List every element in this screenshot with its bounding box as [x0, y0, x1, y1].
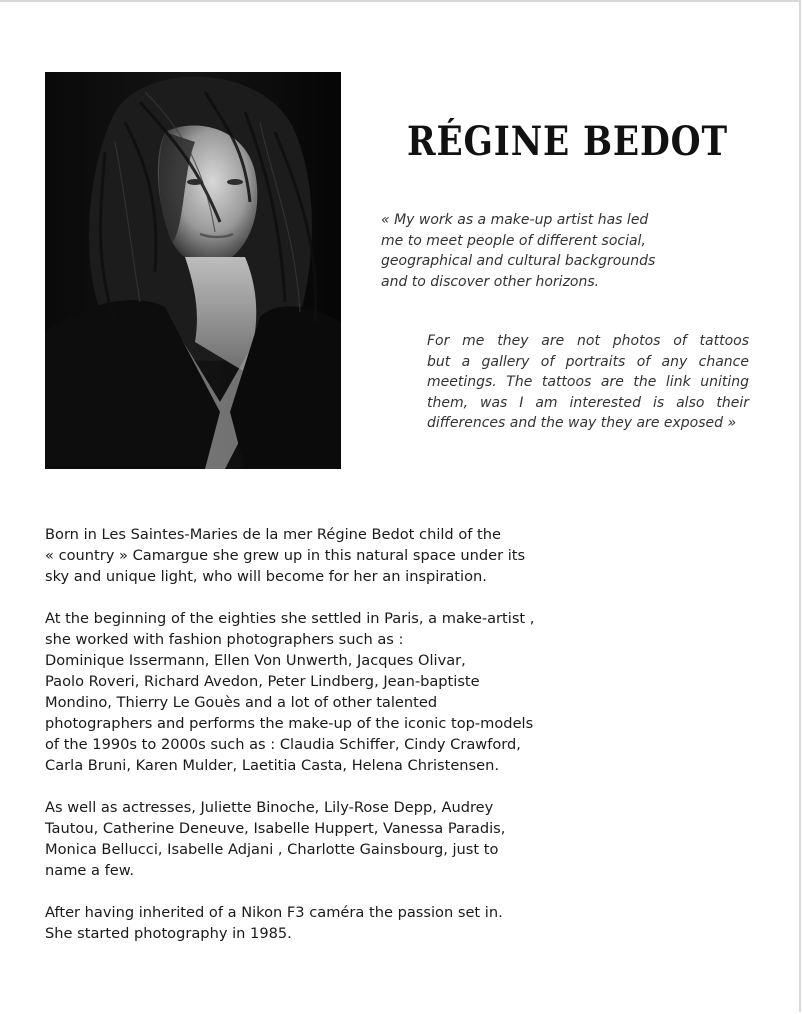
- bio-line: Born in Les Saintes-Maries de la mer Régine Bedot child of the: [45, 526, 501, 543]
- quote-line: « My work as a make-up artist has led: [381, 212, 649, 228]
- bio-line: She started photography in 1985.: [45, 925, 292, 942]
- quote-second: [427, 331, 749, 434]
- bio-line: Monica Bellucci, Isabelle Adjani , Charlotte Gainsbourg, just to: [45, 841, 499, 858]
- bio-line: After having inherited of a Nikon F3 caméra the passion set in.: [45, 904, 503, 921]
- bio-paragraph-4: [45, 902, 585, 944]
- quote-line: meetings. The tattoos are the link uniting: [427, 374, 749, 390]
- bio-line: Mondino, Thierry Le Gouès and a lot of other talented: [45, 694, 438, 711]
- bio-line: At the beginning of the eighties she settled in Paris, a make-artist ,: [45, 610, 535, 627]
- bio-line: « country » Camargue she grew up in this natural space under its: [45, 547, 526, 564]
- quote-line: differences and the way they are exposed »: [427, 415, 737, 431]
- page-title: RÉGINE BEDOT: [407, 118, 728, 165]
- bio-paragraph-2: [45, 608, 585, 776]
- bio-line: of the 1990s to 2000s such as : Claudia Schiffer, Cindy Crawford,: [45, 736, 521, 753]
- bio-line: she worked with fashion photographers such as :: [45, 631, 404, 648]
- portrait-photo: [45, 72, 341, 469]
- quote-line: geographical and cultural backgrounds: [381, 253, 656, 269]
- bio-line: name a few.: [45, 862, 134, 879]
- quote-first: [381, 210, 701, 292]
- quote-line: me to meet people of different social,: [381, 232, 646, 249]
- bio-paragraph-1: [45, 524, 585, 587]
- bio-line: Tautou, Catherine Deneuve, Isabelle Huppert, Vanessa Paradis,: [45, 820, 506, 837]
- bio-line: Paolo Roveri, Richard Avedon, Peter Lindberg, Jean-baptiste: [45, 673, 480, 690]
- bio-line: Dominique Issermann, Ellen Von Unwerth, Jacques Olivar,: [45, 652, 466, 669]
- bio-line: As well as actresses, Juliette Binoche, Lily-Rose Depp, Audrey: [45, 799, 494, 816]
- quote-line: them, was I am interested is also their: [427, 394, 749, 411]
- bio-line: Carla Bruni, Karen Mulder, Laetitia Casta, Helena Christensen.: [45, 757, 500, 774]
- quote-line: but a gallery of portraits of any chance: [427, 353, 749, 370]
- bio-paragraph-3: [45, 797, 585, 881]
- biography: [45, 524, 585, 965]
- bio-line: sky and unique light, who will become for her an inspiration.: [45, 568, 487, 585]
- quote-line: and to discover other horizons.: [381, 273, 600, 290]
- quote-line: For me they are not photos of tattoos: [427, 333, 749, 349]
- bio-line: photographers and performs the make-up of the iconic top-models: [45, 715, 534, 732]
